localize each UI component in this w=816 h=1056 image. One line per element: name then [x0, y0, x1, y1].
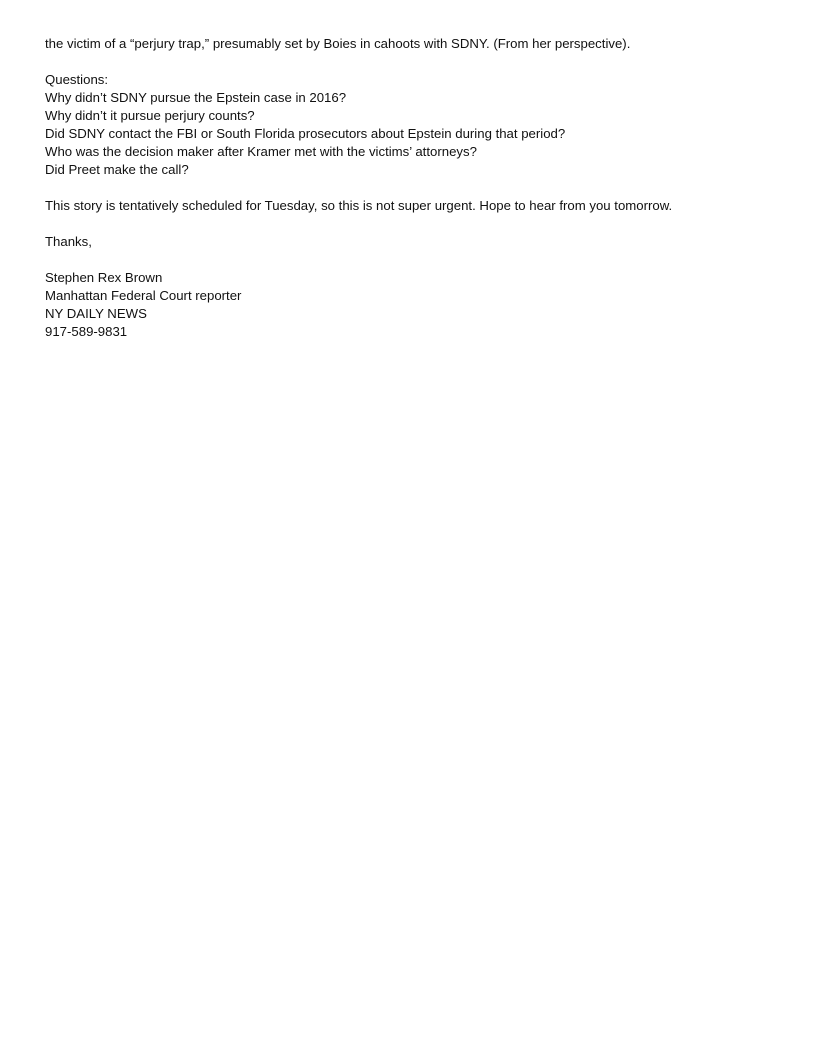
signature-name: Stephen Rex Brown: [45, 270, 163, 285]
email-body: [45, 35, 785, 341]
paragraph-gap: [45, 179, 785, 197]
question-item: Did Preet make the call?: [45, 162, 189, 177]
signature-organization: NY DAILY NEWS: [45, 306, 147, 321]
paragraph-gap: [45, 251, 785, 269]
paragraph-gap: [45, 53, 785, 71]
question-item: Did SDNY contact the FBI or South Florida prosecutors about Epstein during that period?: [45, 126, 566, 141]
continuation-paragraph: the victim of a “perjury trap,” presumably set by Boies in cahoots with SDNY. (From her perspective).: [45, 36, 631, 51]
question-item: Why didn’t SDNY pursue the Epstein case in 2016?: [45, 90, 347, 105]
signature-phone: 917-589-9831: [45, 324, 128, 339]
schedule-note: This story is tentatively scheduled for Tuesday, so this is not super urgent. Hope to hear from you tomorrow.: [45, 198, 673, 213]
question-item: Who was the decision maker after Kramer met with the victims’ attorneys?: [45, 144, 477, 159]
questions-label: Questions:: [45, 72, 109, 87]
paragraph-gap: [45, 215, 785, 233]
question-item: Why didn’t it pursue perjury counts?: [45, 108, 255, 123]
closing-line: Thanks,: [45, 234, 92, 249]
signature-title: Manhattan Federal Court reporter: [45, 288, 242, 303]
